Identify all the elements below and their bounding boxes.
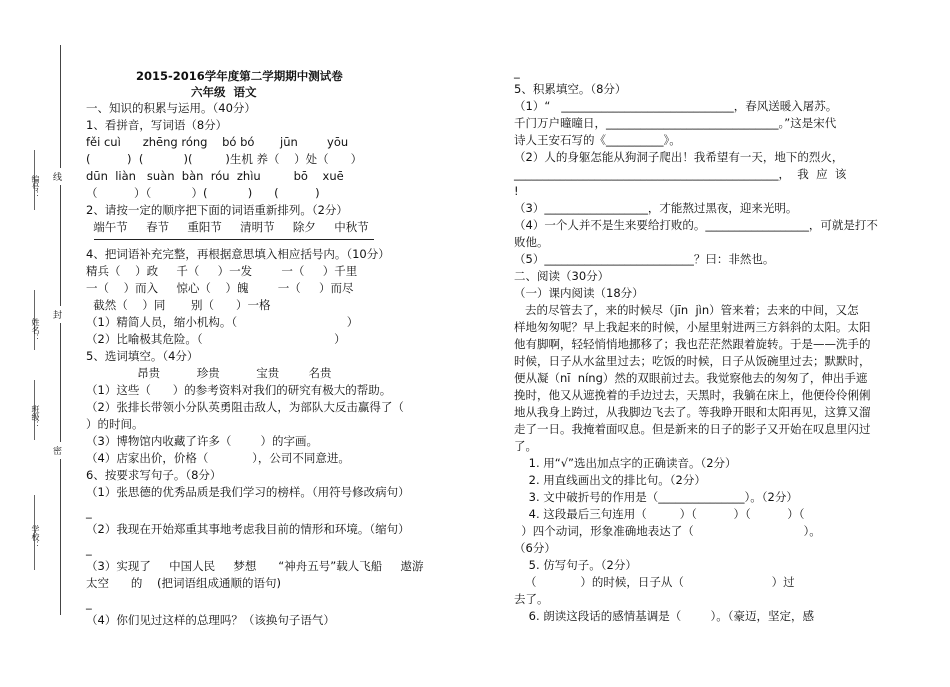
answer-blank-3: _ [86,596,92,610]
reading-q4-score: （6分） [514,541,556,555]
sentence-task-3: （3）实现了 中国人民 梦想 “神舟五号”载人飞船 遨游 [86,559,424,573]
pinyin-row-1: fěi cuì zhēng róng bó bó jūn yōu [86,135,349,149]
idiom-row-2: 一（ ）而入 惊心（ ）魄 一（ ）而尽 [86,281,354,295]
q5-heading: 5、选词填空。（4分） [86,349,199,363]
idiom-row-3: 截然（ ）同 别（ ）一格 [86,298,271,312]
idiom-meaning-1: （1）精简人员，缩小机构。（ ） [86,315,359,329]
reading-q5-template-end: 去了。 [514,592,549,606]
accum-heading: 5、积累填空。（8分） [514,82,627,96]
passage-line-6: 挽时，他又从遮挽着的手边过去，天黑时，我躺在床上，他便伶伶俐俐 [514,388,871,402]
fill-sentence-1: （1）这些（ ）的参考资料对我们的研究有极大的帮助。 [86,383,392,397]
reading-heading: 二、阅读（30分） [514,269,610,283]
passage-line-3: 他有脚啊，轻轻悄悄地挪移了；我也茫茫然跟着旋转。于是——洗手的 [514,337,871,351]
fill-sentence-2: （2）张排长带领小分队英勇阻击敌人，为部队大反击赢得了（ [86,400,404,414]
margin-char-xian: 线 [53,168,62,185]
q6-heading: 6、按要求写句子。（8分） [86,468,222,482]
poem-line-3: 诗人王安石写的《__________》。 [514,133,681,147]
answer-blank-top: _ [514,65,520,79]
fill-sentence-3: （3）博物馆内收藏了许多（ ）的字画。 [86,434,319,448]
reading-q5: 5. 仿写句子。（2分） [514,558,637,572]
reading-q3: 3. 文中破折号的作用是（_______________）。（2分） [514,490,798,504]
passage-line-5: 便从凝（nī níng）然的双眼前过去。我觉察他去的匆匆了，伸出手遮 [514,371,868,385]
exam-title: 2015-2016学年度第二学期期中测试卷 [136,69,343,83]
reading-q4: 4. 这段最后三句连用（ ）（ ）（ ）（ [514,507,805,521]
passage-line-1: 去的尽管去了，来的时候尽（jīn jìn）管来着；去来的中间，又怎 [514,303,859,317]
accum-item-3: （3）__________________，才能熬过黑夜，迎来光明。 [514,201,798,215]
answer-row-2: （ ）（ ）( ) ( ) [86,186,320,200]
passage-line-4: 时候，日子从水盆里过去；吃饭的时候，日子从饭碗里过去；默默时， [514,354,871,368]
accum-item-5: （5）__________________________？曰：非然也。 [514,252,775,266]
passage-line-9: 了。 [514,439,537,453]
fill-sentence-2-cont: ）的时间。 [86,417,144,431]
q4-heading: 4、把词语补充完整，再根据意思填入相应括号内。（10分） [86,247,390,261]
pinyin-row-2: dūn liàn suàn bàn róu zhìu bō xuē [86,169,344,183]
passage-line-8: 走了一日。我掩着面叹息。但是新来的日子的影子又开始在叹息里闪过 [514,422,871,436]
reading-q5-template: （ ）的时候，日子从（ ）过 [514,575,795,589]
exam-subtitle: 六年级 语文 [191,85,257,99]
festival-answer-line [94,239,374,240]
poem-line-1: （1）“ ______________________________，春风送暖入屠苏。 [514,99,838,113]
passage-line-7: 地从我身上跨过，从我脚边飞去了。等我睁开眼和太阳再见，这算又溜 [514,405,871,419]
fill-sentence-4: （4）店家出价，价格（ ），公司不同意进。 [86,451,350,465]
festival-list: 端午节 春节 重阳节 清明节 除夕 中秋节 [86,220,369,234]
accum-item-2: （2）人的身躯怎能从狗洞子爬出！我希望有一天，地下的烈火， [514,150,844,164]
sentence-task-2: （2）我现在开始郑重其事地考虑我目前的情形和环境。（缩句） [86,522,410,536]
reading-q2: 2. 用直线画出文的排比句。（2分） [514,473,706,487]
idiom-meaning-2: （2）比喻极其危险。（ ） [86,332,346,346]
binding-margin [0,0,80,687]
binding-line [60,45,61,615]
margin-label-class: 班级： [31,405,40,429]
accum-item-4: （4）一个人并不是生来要给打败的。__________________，可就是打不 [514,218,878,232]
accum-item-2-blank: ______________________________________________， 我 应 该 [514,167,847,181]
answer-blank-2: _ [86,542,92,556]
answer-row-1: ( ) ( )( )生机 养（ ）处（ ） [86,152,363,166]
answer-blank-1: _ [86,505,92,519]
accum-item-2-end: ! [514,184,519,198]
reading-q6: 6. 朗读这段话的感情基调是（ ）。（豪迈，坚定，感 [514,609,814,623]
margin-char-mi: 密 [53,442,62,459]
margin-label-school: 学校： [31,525,40,549]
sentence-task-3-cont: 太空 的 (把词语组成通顺的语句) [86,576,282,590]
reading-q1: 1. 用“√”选出加点字的正确读音。（2分） [514,456,737,470]
passage-line-2: 样地匆匆呢？早上我起来的时候，小屋里射进两三方斜斜的太阳。太阳 [514,320,871,334]
idiom-row-1: 精兵（ ）政 千（ ）一发 一（ ）千里 [86,264,358,278]
inclass-reading-heading: （一）课内阅读（18分） [514,286,644,300]
margin-label-name: 姓名： [31,318,40,342]
margin-label-number: 编号： [31,175,40,199]
word-choices: 昂贵 珍贵 宝贵 名贵 [86,366,332,380]
q2-heading: 2、请按一定的顺序把下面的词语重新排列。（2分） [86,203,348,217]
margin-char-feng: 封 [53,306,62,323]
reading-q4-cont: ）四个动词，形象准确地表达了（ ）。 [514,524,821,538]
accum-item-4-cont: 败他。 [514,235,549,249]
sentence-task-4: （4）你们见过这样的总理吗？（该换句子语气） [86,613,335,627]
poem-line-2: 千门万户曈曈日，______________________________。”这是宋代 [514,116,837,130]
q1-heading: 1、看拼音，写词语（8分） [86,118,228,132]
sentence-task-1: （1）张思德的优秀品质是我们学习的榜样。（用符号修改病句） [86,485,410,499]
section-one-heading: 一、知识的积累与运用。（40分） [86,101,256,115]
